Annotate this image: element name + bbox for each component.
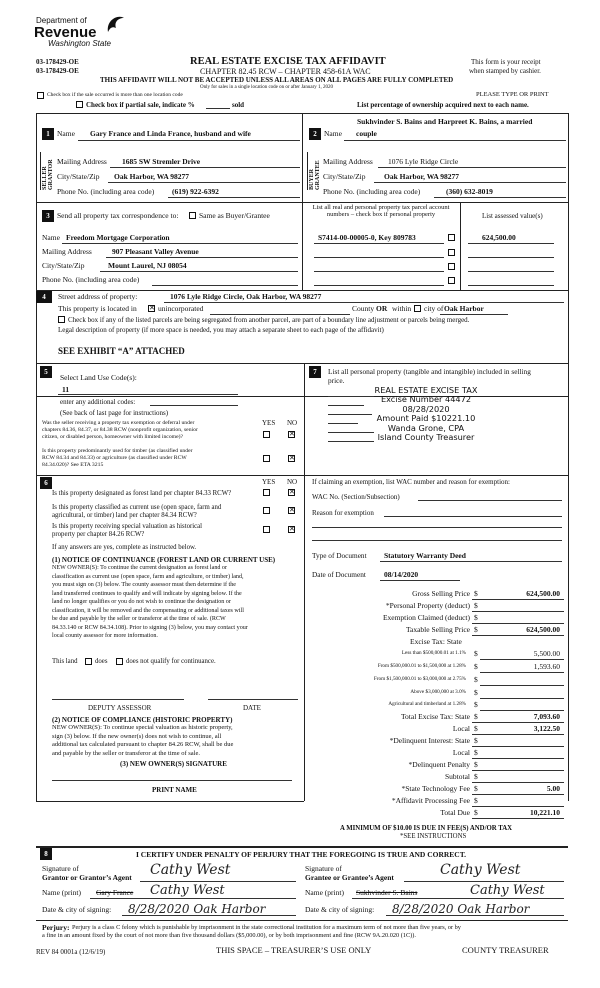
continuance-text: NEW OWNER(S): To continue the current designation as forest land or classification as current use (open space, farm and agriculture, or timber) land, you must sign on (3) below. The county assessor must then determine if the land transferred continues to qualify and will indicate by signing below. If the land no longer qualifies or you do not wish to continue the designation or classification, it will be removed and the compensating or additional taxes will be due and payable by the seller or transferor at the time of sale. (RCW 84.33.140 or RCW 84.34.108). Prior to signing (3) below, you may contact your local county assessor for more information. [52, 565, 248, 639]
document-type[interactable]: Statutory Warranty Deed [384, 551, 466, 560]
city-checkbox[interactable] [414, 305, 421, 312]
ownership-note: List percentage of ownership acquired next to each name. [357, 101, 529, 109]
buyer-name-line2[interactable]: couple [356, 129, 377, 138]
or-label: OR [376, 304, 388, 313]
seller-phone-label: Phone No. (including area code) [57, 187, 155, 196]
legal-description[interactable]: SEE EXHIBIT “A” ATTACHED [58, 346, 185, 356]
section-number: 5 [40, 366, 52, 378]
deputy-assessor-label: DEPUTY ASSESSOR [88, 704, 152, 712]
does-not-qualify-checkbox[interactable] [116, 658, 123, 665]
grantor-signature-field[interactable] [140, 881, 296, 882]
section-number: 3 [42, 210, 54, 222]
location-note: Only for sales in a single location code on or after January 1, 2020 [200, 85, 334, 90]
local-label: Local [452, 724, 470, 733]
grantee-print-label: Name (print) [305, 888, 344, 897]
forest-yes-checkbox[interactable] [263, 489, 270, 496]
buyer-phone-label: Phone No. (including area code) [323, 187, 421, 196]
owner-signature-label: (3) NEW OWNER(S) SIGNATURE [120, 760, 227, 768]
seller-grantor-label: SELLER GRANTOR [40, 152, 54, 190]
exemption-claim-label: If claiming an exemption, list WAC number and reason for exemption: [312, 478, 510, 486]
land-use-code[interactable]: 11 [62, 385, 70, 394]
owner-signature-field[interactable] [52, 780, 292, 781]
corr-address[interactable]: 907 Pleasant Valley Avenue [112, 247, 199, 256]
exemption-no-checkbox[interactable]: ✕ [289, 430, 295, 438]
gross-price-label: Gross Selling Price [412, 589, 470, 598]
buyer-grantee-label: BUYER GRANTEE [307, 152, 321, 190]
tier2-value: 1,593.60 [533, 662, 560, 671]
buyer-address-label: Mailing Address [323, 157, 373, 166]
grantee-date-city[interactable]: 8/28/2020 Oak Harbor [392, 902, 530, 916]
buyer-city-label: City/State/Zip [323, 172, 366, 181]
exemption-yes-checkbox[interactable] [263, 431, 270, 438]
personal-property-checkbox[interactable] [448, 234, 455, 241]
total-due-label: Total Due [440, 808, 470, 817]
personal-property-label: List all personal property (tangible and intangible) included in selling [328, 367, 531, 376]
additional-codes-label: enter any additional codes: [60, 398, 136, 406]
subtotal-label: Subtotal [444, 772, 470, 781]
assessed-value[interactable]: 624,500.00 [482, 233, 516, 242]
type-print-note: PLEASE TYPE OR PRINT [476, 91, 549, 98]
tier1-label: Less than $500,000.01 at 1.1% [401, 650, 466, 656]
logo-dept: Department of [36, 16, 87, 25]
personal-property-checkbox[interactable] [448, 277, 455, 284]
document-type-label: Type of Document [312, 551, 367, 560]
within-label: within [392, 304, 412, 313]
instructions-note: (See back of last page for instructions) [60, 409, 169, 417]
grantor-print-label: Name (print) [42, 888, 81, 897]
unincorporated-checkbox[interactable]: ✕ [149, 304, 155, 312]
exemption-reason-label: Reason for exemption [312, 509, 374, 517]
seller-city[interactable]: Oak Harbor, WA 98277 [114, 172, 190, 181]
file-number: 03-178429-OE [36, 67, 79, 75]
see-instructions: *SEE INSTRUCTIONS [400, 833, 467, 840]
tier2-label: From $500,000.01 to $1,500,000 at 1.28% [377, 663, 466, 669]
wac-field[interactable] [418, 500, 562, 501]
seller-address[interactable]: 1685 SW Stremler Drive [122, 157, 201, 166]
print-name-label: PRINT NAME [152, 786, 197, 794]
minimum-note: A MINIMUM OF $10.00 IS DUE IN FEE(S) AND/OR TAX [340, 825, 513, 832]
does-not-label: does not qualify for continuance. [126, 658, 216, 665]
correspondence-label: Send all property tax correspondence to: [57, 211, 179, 220]
corr-city-label: City/State/Zip [42, 261, 85, 270]
sold-label: sold [232, 101, 245, 109]
corr-name-label: Name [42, 233, 60, 242]
interest-local-label: Local [452, 748, 470, 757]
same-as-buyer-label: Same as Buyer/Grantee [199, 211, 270, 220]
logo-state: Washington State [48, 39, 112, 48]
corr-address-label: Mailing Address [42, 247, 92, 256]
buyer-phone[interactable]: (360) 632-8019 [446, 187, 493, 196]
same-as-buyer-checkbox[interactable] [189, 212, 196, 219]
city-name[interactable]: Oak Harbor [444, 304, 484, 313]
timber-no-checkbox[interactable]: ✕ [289, 454, 295, 462]
assessed-header: List assessed value(s) [482, 212, 543, 220]
total-due-value: 10,221.10 [530, 808, 560, 817]
form-chapter: CHAPTER 82.45 RCW – CHAPTER 458-61A WAC [200, 67, 371, 76]
seller-address-label: Mailing Address [57, 157, 107, 166]
total-state-value: 7,093.60 [533, 712, 560, 721]
multi-location-checkbox[interactable] [37, 92, 44, 99]
excise-state-header: Excise Tax: State [410, 637, 462, 646]
corr-phone-label: Phone No. (including area code) [42, 275, 140, 284]
section-number: 4 [36, 291, 52, 303]
county-label: County [352, 304, 375, 313]
forest-no-checkbox[interactable]: ✕ [289, 488, 295, 496]
multi-location-label: Check box if the sale occurred is more than one location code [47, 92, 183, 98]
treasurer-use-note: THIS SPACE – TREASURER’S USE ONLY [216, 945, 372, 955]
grantee-date-label: Date & city of signing: [305, 905, 375, 914]
section-number: 7 [309, 366, 321, 378]
legal-description-label: Legal description of property (if more space is needed, you may attach a separate sheet to each page of the affidavit) [58, 326, 384, 334]
seller-name[interactable]: Gary France and Linda France, husband and wife [90, 129, 251, 138]
city-of-label: city of [424, 304, 444, 313]
current-use-no-checkbox[interactable]: ✕ [289, 506, 295, 514]
land-use-label: Select Land Use Code(s): [60, 373, 137, 382]
taxable-price-label: Taxable Selling Price [405, 625, 470, 634]
seller-city-label: City/State/Zip [57, 172, 100, 181]
county-treasurer-label: COUNTY TREASURER [462, 945, 549, 955]
if-any-note: If any answers are yes, complete as instructed below. [52, 544, 197, 551]
grantor-signature-label: Grantor or Grantor’s Agent [42, 873, 132, 882]
does-label: does [95, 658, 108, 665]
section-number: 6 [40, 477, 52, 489]
personal-property-checkbox[interactable] [448, 263, 455, 270]
buyer-name-line1[interactable]: Sukhvinder S. Bains and Harpreet K. Bains, a married [357, 117, 533, 126]
tech-fee-value: 5.00 [546, 784, 560, 793]
corr-name[interactable]: Freedom Mortgage Corporation [66, 233, 170, 242]
receipt-note: when stamped by cashier. [469, 67, 541, 75]
buyer-address[interactable]: 1076 Lyle Ridge Circle [388, 157, 459, 166]
personal-property-checkbox[interactable] [448, 249, 455, 256]
perjury-text: Perjury is a class C felony which is punishable by imprisonment in the state correctional institution for a maximum term of not more than five years, or by [72, 924, 461, 931]
tier3-label: From $1,500,000.01 to $3,000,000 at 2.75% [373, 676, 466, 682]
no-header: NO [287, 478, 298, 486]
tier5-label: Agricultural and timberland at 1.28% [388, 701, 466, 707]
grantee-signature: Cathy West [440, 862, 521, 878]
unincorporated-label: unincorporated [158, 304, 204, 313]
total-state-label: Total Excise Tax: State [400, 712, 470, 721]
section-number: 8 [40, 848, 52, 860]
grantor-print-name[interactable]: Gary France [96, 888, 134, 897]
section-number: 1 [42, 128, 54, 140]
grantee-signature-label: Signature of [305, 864, 342, 873]
grantor-signature: Cathy West [150, 862, 231, 878]
excise-tax-stamp: REAL ESTATE EXCISE TAX Excise Number 44472 08/28/2020 Amount Paid $10221.10 Wanda Grone, CPA Island County Treasurer [374, 385, 478, 443]
located-label: This property is located in [58, 304, 137, 313]
yes-header: YES [262, 478, 276, 486]
forest-land-question: Is this property designated as forest land per chapter 84.33 RCW? [52, 490, 232, 497]
seller-name-label: Name [57, 129, 75, 138]
partial-sale-label: Check box if partial sale, indicate % [86, 101, 195, 109]
historic-no-checkbox[interactable]: ✕ [289, 525, 295, 533]
exemption-reason-field[interactable] [384, 516, 562, 517]
partial-percent-field[interactable] [206, 108, 230, 109]
personal-property-deduct-label: *Personal Property (deduct) [385, 601, 470, 610]
does-qualify-checkbox[interactable] [85, 658, 92, 665]
no-header: NO [287, 419, 298, 427]
form-title: REAL ESTATE EXCISE TAX AFFIDAVIT [190, 56, 386, 67]
continuance-title: (1) NOTICE OF CONTINUANCE (FOREST LAND OR CURRENT USE) [52, 556, 276, 564]
tier1-value: 5,500.00 [533, 649, 560, 658]
document-date[interactable]: 08/14/2020 [384, 570, 419, 579]
tech-fee-label: *State Technology Fee [401, 784, 470, 793]
logo-name: Revenue [34, 24, 97, 41]
logo-swirl-icon [104, 12, 126, 36]
corr-city[interactable]: Mount Laurel, NJ 08054 [108, 261, 187, 270]
certify-statement: I CERTIFY UNDER PENALTY OF PERJURY THAT THE FOREGOING IS TRUE AND CORRECT. [136, 850, 467, 859]
this-land-label: This land [52, 658, 78, 665]
grantor-date-label: Date & city of signing: [42, 905, 112, 914]
grantee-print-name[interactable]: Sukhvinder S. Bains [356, 888, 418, 897]
local-value: 3,122.50 [533, 724, 560, 733]
grantee-agent-name: Cathy West [470, 883, 545, 898]
accept-notice: THIS AFFIDAVIT WILL NOT BE ACCEPTED UNLESS ALL AREAS ON ALL PAGES ARE FULLY COMPLETED [100, 76, 454, 84]
grantor-signature-label: Signature of [42, 864, 79, 873]
grantor-date-city[interactable]: 8/28/2020 Oak Harbor [128, 902, 266, 916]
yes-header: YES [262, 419, 276, 427]
grantor-agent-name: Cathy West [150, 883, 225, 898]
exemption-deduct-label: Exemption Claimed (deduct) [382, 613, 470, 622]
timber-yes-checkbox[interactable] [263, 455, 270, 462]
date-label: DATE [243, 704, 261, 712]
compliance-text: NEW OWNER(S): To continue special valuation as historic property, sign (3) below. If the new owner(s) does not wish to continue, all additional tax calculated pursuant to chapter 84.26 RCW, shall be due and payable by the seller or transferor at the time of sale. [52, 724, 234, 757]
penalty-label: *Delinquent Penalty [408, 760, 470, 769]
parcel-list-header: List all real and personal property tax parcel account numbers – check box if personal property [312, 204, 450, 219]
buyer-city[interactable]: Oak Harbor, WA 98277 [384, 172, 460, 181]
property-street[interactable]: 1076 Lyle Ridge Circle, Oak Harbor, WA 98277 [170, 292, 322, 301]
segregated-checkbox[interactable] [58, 316, 65, 323]
interest-state-label: *Delinquent Interest: State [389, 736, 470, 745]
street-label: Street address of property: [58, 292, 138, 301]
current-use-yes-checkbox[interactable] [263, 507, 270, 514]
wac-label: WAC No. (Section/Subsection) [312, 493, 400, 501]
file-number: 03-178429-OE [36, 58, 79, 66]
parcel-number[interactable]: S7414-00-00005-0, Key 809783 [318, 233, 416, 242]
form-revision: REV 84 0001a (12/6/19) [36, 948, 106, 956]
perjury-text: a fine in an amount fixed by the court of not more than five thousand dollars ($5,000.00), or by both imprisonment and fine (RCW 9A.20.020 (1C)). [42, 932, 416, 939]
historic-yes-checkbox[interactable] [263, 526, 270, 533]
partial-sale-checkbox[interactable] [76, 101, 83, 108]
gross-price-value: 624,500.00 [526, 589, 560, 598]
buyer-name-label: Name [324, 129, 342, 138]
tier4-label: Above $3,000,000 at 3.0% [410, 689, 466, 695]
section-number: 2 [309, 128, 321, 140]
perjury-label: Perjury: [42, 923, 70, 932]
grantee-signature-field[interactable] [404, 881, 564, 882]
processing-fee-label: *Affidavit Processing Fee [391, 796, 470, 805]
receipt-note: This form is your receipt [471, 58, 541, 66]
taxable-price-value: 624,500.00 [526, 625, 560, 634]
price-label: price. [328, 376, 345, 385]
compliance-title: (2) NOTICE OF COMPLIANCE (HISTORIC PROPERTY) [52, 716, 233, 724]
seller-phone[interactable]: (619) 922-6392 [172, 187, 219, 196]
document-date-label: Date of Document [312, 570, 366, 579]
grantee-signature-label: Grantee or Grantee’s Agent [305, 873, 394, 882]
segregated-label: Check box if any of the listed parcels are being segregated from another parcel, are part of a boundary line adjustment or parcels being merged. [68, 316, 470, 324]
